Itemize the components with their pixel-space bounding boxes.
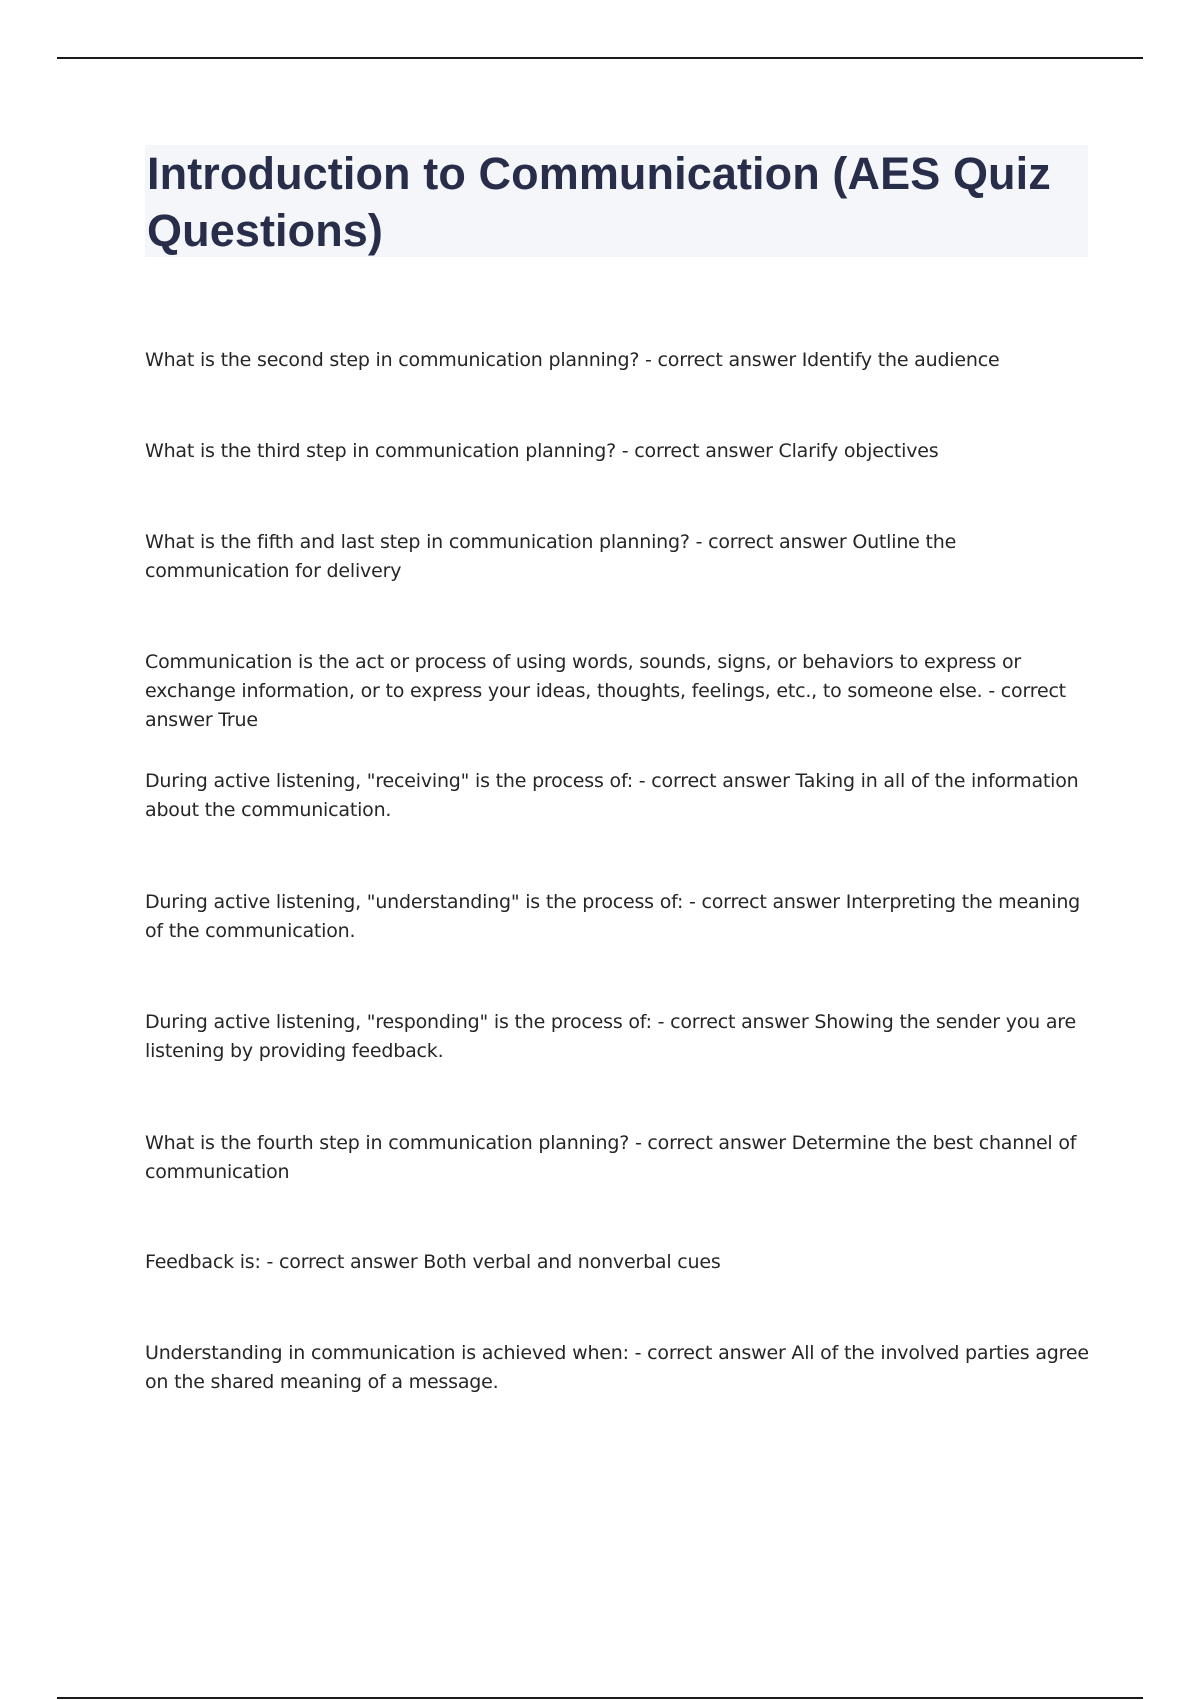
qa-item: During active listening, "responding" is the process of: - correct answer Showing the sender you are listening by providing feedback. [145, 1011, 1076, 1062]
bottom-rule [57, 1697, 1143, 1699]
qa-item: During active listening, "understanding" is the process of: - correct answer Interpreting the meaning of the communication. [145, 891, 1081, 942]
document-title: Introduction to Communication (AES Quiz Questions) [147, 148, 1051, 256]
qa-item: During active listening, "receiving" is the process of: - correct answer Taking in all of the information about the communication. [145, 770, 1079, 821]
qa-item: What is the fifth and last step in communication planning? - correct answer Outline the communication for delivery [145, 531, 957, 582]
qa-item: Understanding in communication is achieved when: - correct answer All of the involved parties agree on the shared meaning of a message. [145, 1342, 1089, 1393]
qa-item: Feedback is: - correct answer Both verbal and nonverbal cues [145, 1251, 721, 1273]
qa-item: What is the fourth step in communication planning? - correct answer Determine the best channel of communication [145, 1132, 1077, 1183]
qa-item: Communication is the act or process of using words, sounds, signs, or behaviors to express or exchange information, or to express your ideas, thoughts, feelings, etc., to someone else. - correct answer True [145, 651, 1066, 731]
qa-item: What is the second step in communication planning? - correct answer Identify the audience [145, 349, 1000, 371]
top-rule [57, 57, 1143, 59]
title-block [145, 145, 1088, 257]
qa-item: What is the third step in communication planning? - correct answer Clarify objectives [145, 440, 939, 462]
